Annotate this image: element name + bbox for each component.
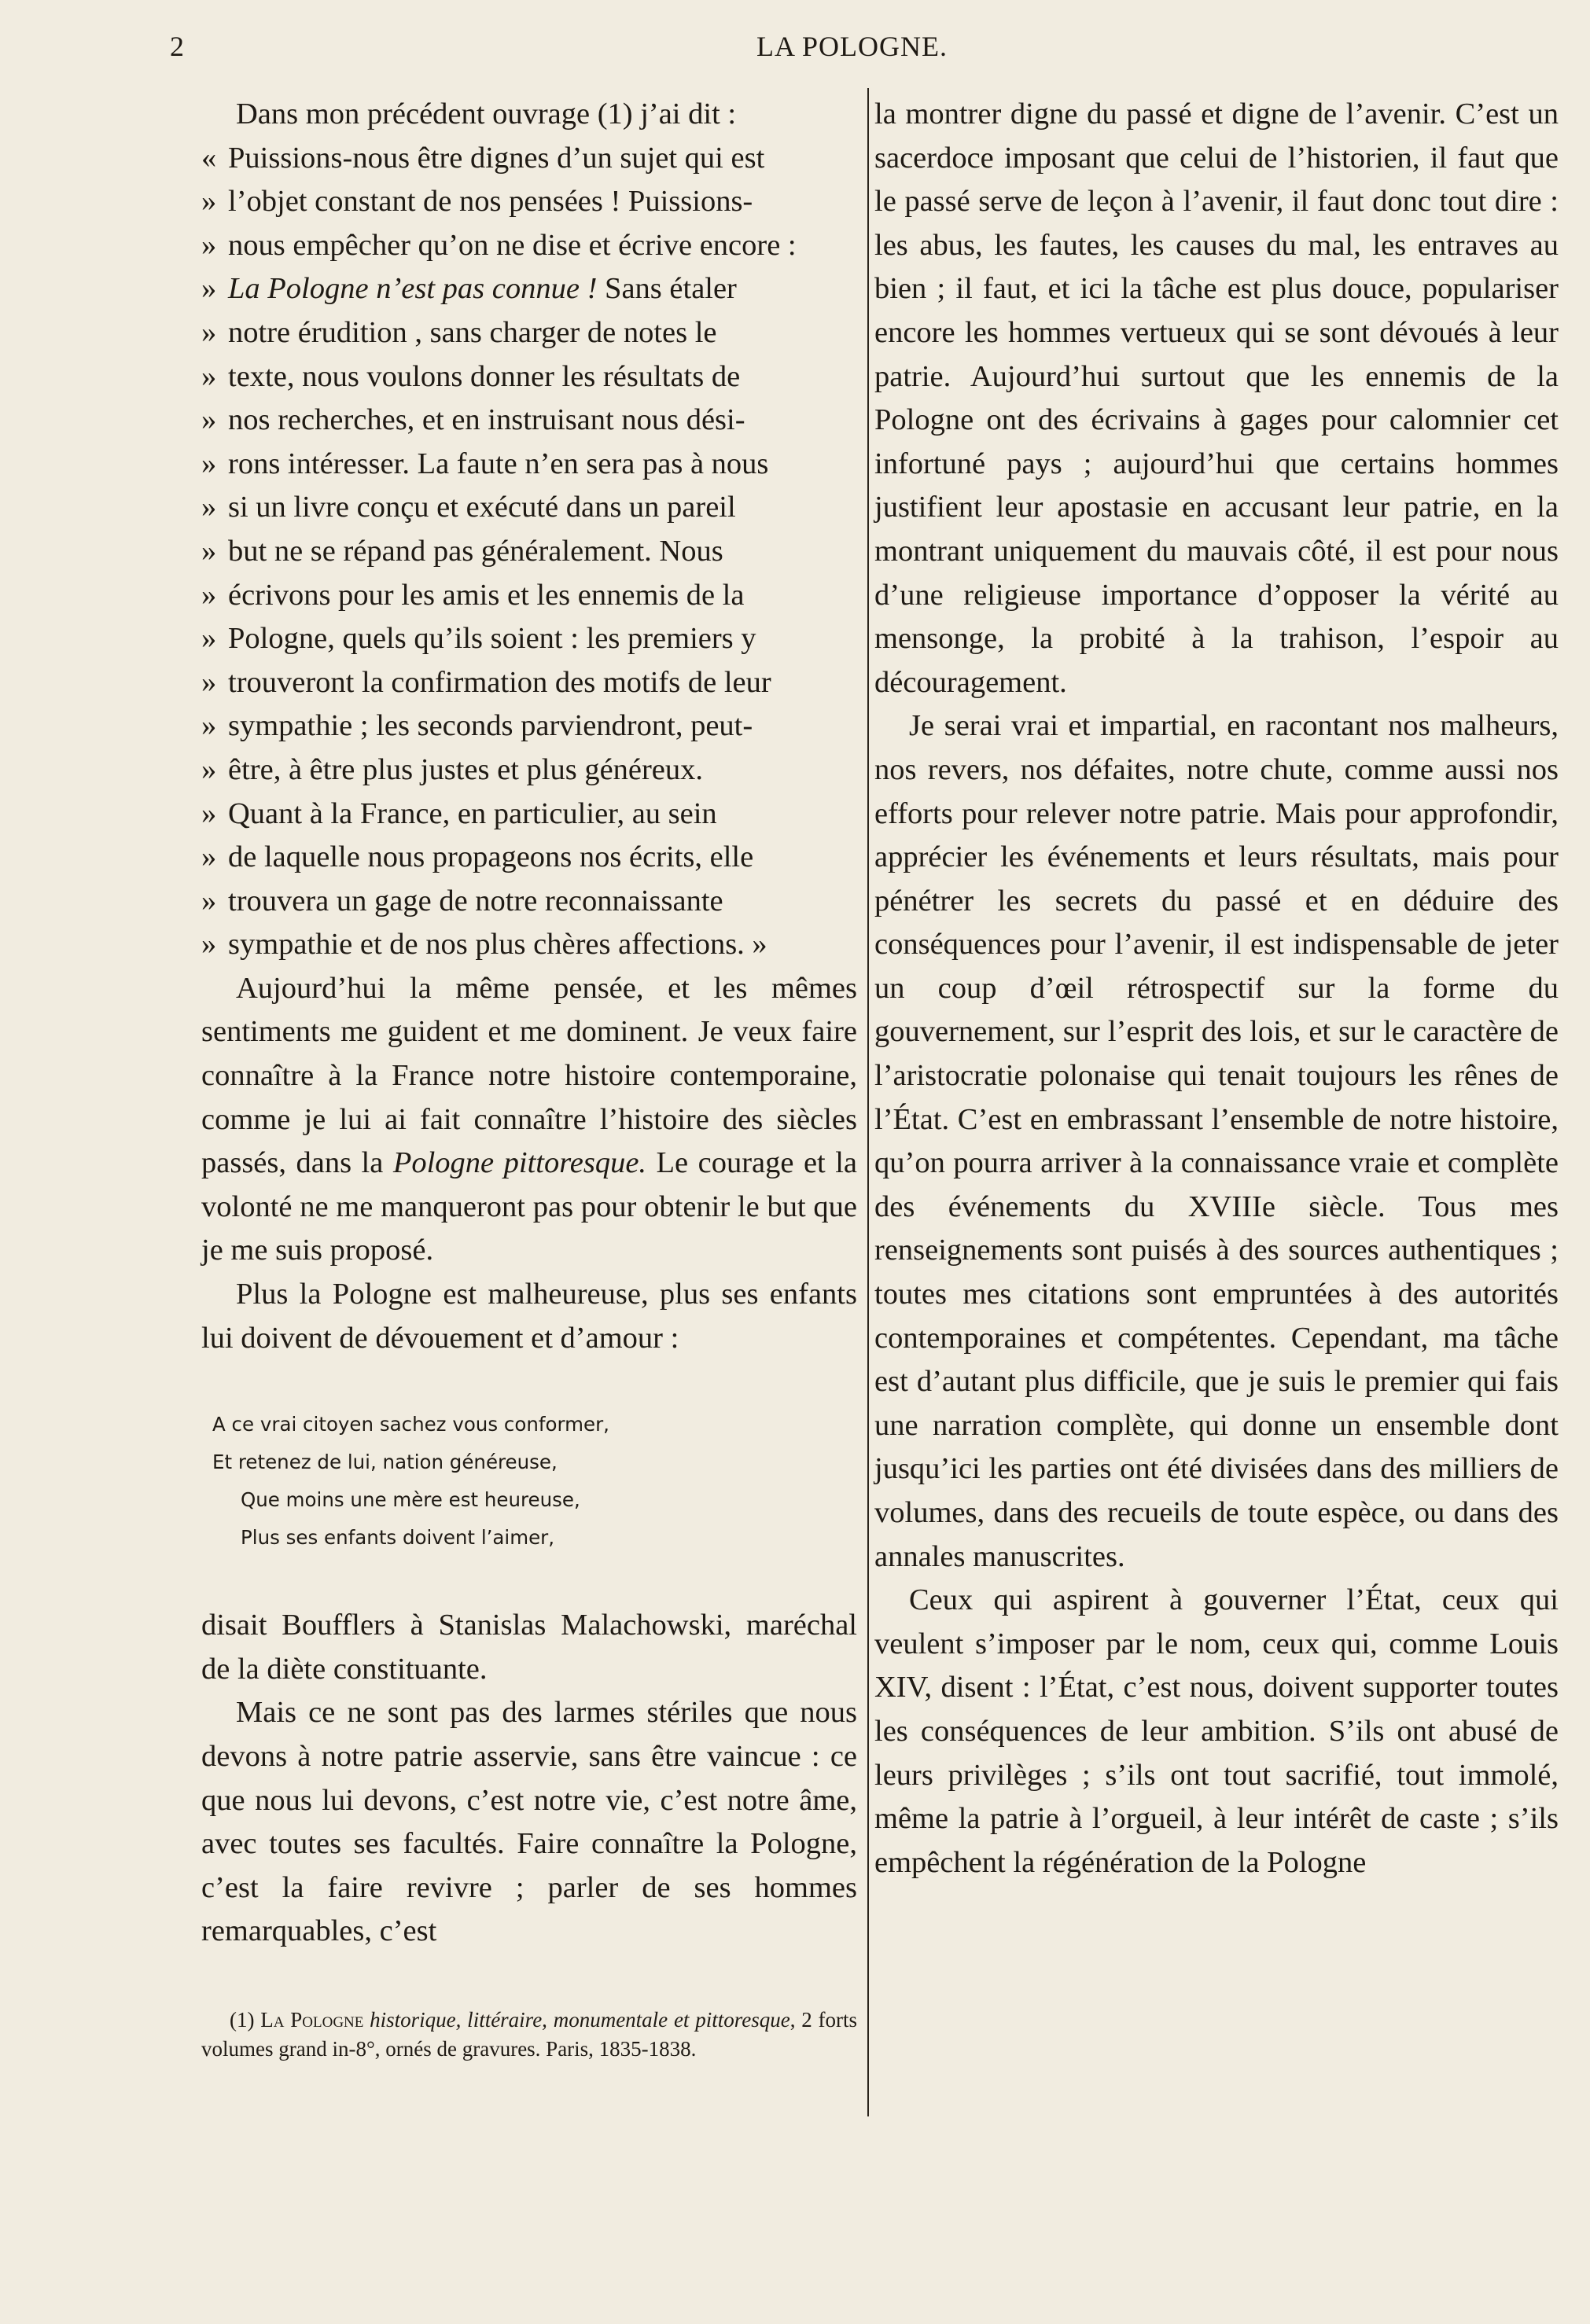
quote-line	[201, 748, 857, 792]
guillemet: »	[201, 709, 217, 743]
guillemet: »	[201, 665, 217, 699]
poem-line: Que moins une mère est heureuse,	[241, 1488, 580, 1512]
guillemet: »	[201, 228, 217, 262]
right-column	[874, 93, 1559, 1885]
paragraph-gouverner: Ceux qui aspirent à gouverner l’État, ceux qui veulent s’imposer par le nom, ceux qui, comme Louis XIV, disent : l’État, c’est nous, doivent supporter toutes les conséquences de leur ambition. S’ils ont abusé de leurs privilèges ; s’ils ont tout sacrifié, tout immolé, même la patrie à l’orgueil, à leur intérêt de caste ; s’ils empêchent la régénération de la Pologne	[874, 1583, 1559, 1879]
text-run: de laquelle nous propageons nos écrits, elle	[228, 840, 754, 874]
paragraph-larmes: Mais ce ne sont pas des larmes stériles que nous devons à notre patrie asservie, sans être vaincue : ce que nous lui devons, c’est notre vie, c’est notre âme, avec toutes ses facultés. Faire connaître la Pologne, c’est la faire revivre ; parler de ses hommes remarquables, c’est	[201, 1696, 857, 1948]
italic-title: Pologne pittoresque.	[392, 1146, 647, 1180]
intro-line: Dans mon précédent ouvrage (1) j’ai dit :	[236, 97, 737, 131]
quote-line	[201, 880, 857, 924]
text-run: Quant à la France, en particulier, au sein	[228, 796, 717, 830]
text-run: nos recherches, et en instruisant nous dési-	[228, 403, 745, 437]
paragraph-intro	[201, 93, 857, 137]
quote-line	[201, 355, 857, 399]
text-run: Aujourd’hui la même pensée, et les mêmes sentiments me guident et me dominent. Je veux faire connaître à la France notre histoire contemporaine, comme je lui ai fait connaître l’histoire des siècles passés, dans la	[201, 971, 857, 1180]
footnote	[201, 2006, 857, 2064]
column-divider	[867, 88, 869, 2116]
text-run: rons intéresser. La faute n’en sera pas à nous	[228, 447, 769, 480]
poem	[212, 1406, 857, 1557]
quote-line	[201, 224, 857, 268]
text-run: trouveront la confirmation des motifs de leur	[228, 665, 771, 699]
paragraph-boufflers: disait Boufflers à Stanislas Malachowski, maréchal de la diète constituante.	[201, 1609, 857, 1686]
footnote-italic: historique, littéraire, monumentale et pittoresque	[370, 2008, 790, 2032]
guillemet: »	[201, 185, 217, 219]
text-run: Sans étaler	[597, 272, 737, 306]
quote-line	[201, 530, 857, 574]
text-run: être, à être plus justes et plus généreux.	[228, 752, 704, 786]
text-run: texte, nous voulons donner les résultats de	[228, 359, 741, 393]
text-run: écrivons pour les amis et les ennemis de la	[228, 578, 745, 612]
text-run: sympathie ; les seconds parviendront, peut-	[228, 709, 753, 743]
italic-phrase: La Pologne n’est pas connue !	[228, 272, 598, 306]
guillemet: »	[201, 491, 217, 524]
guillemet: »	[201, 359, 217, 393]
guillemet: »	[201, 315, 217, 349]
guillemet: »	[201, 447, 217, 480]
footnote-text: , 2 forts volumes grand in-8°, ornés de gravures. Paris, 1835-1838.	[201, 2008, 857, 2061]
text-run: notre érudition , sans charger de notes le	[228, 315, 717, 349]
quote-line	[201, 574, 857, 618]
poem-line: A ce vrai citoyen sachez vous conformer,	[212, 1413, 609, 1436]
guillemet: »	[201, 840, 217, 874]
poem-line: Plus ses enfants doivent l’aimer,	[241, 1526, 555, 1550]
page-number: 2	[170, 31, 184, 62]
quote-line	[201, 180, 857, 224]
text-run: trouvera un gage de notre reconnaissante	[228, 884, 723, 917]
running-title: LA POLOGNE.	[756, 31, 948, 62]
text-run: but ne se répand pas généralement. Nous	[228, 534, 723, 568]
guillemet: »	[201, 622, 217, 656]
quote-line	[201, 443, 857, 487]
guillemet: »	[201, 752, 217, 786]
paragraph-plus-la-pologne: Plus la Pologne est malheureuse, plus ses enfants lui doivent de dévouement et d’amour :	[201, 1278, 857, 1355]
quote-line	[201, 923, 857, 967]
footnote-title: La Pologne	[260, 2008, 364, 2032]
text-run: Puissions-nous être dignes d’un sujet qui est	[228, 141, 765, 175]
text-run: nous empêcher qu’on ne dise et écrive encore :	[228, 228, 797, 262]
poem-line: Et retenez de lui, nation généreuse,	[212, 1451, 558, 1474]
quote-line	[201, 137, 857, 181]
quote-line	[201, 661, 857, 705]
guillemet: »	[201, 534, 217, 568]
quote-line	[201, 399, 857, 443]
quote-line	[201, 704, 857, 748]
quote-line	[201, 486, 857, 530]
paragraph-continued: la montrer digne du passé et digne de l’avenir. C’est un sacerdoce imposant que celui de l’historien, il faut que le passé serve de leçon à l’avenir, il faut donc tout dire : les abus, les fautes, les causes du mal, les entraves au bien ; il faut, et ici la tâche est plus douce, populariser encore les hommes vertueux qui se sont dévoués à leur patrie. Aujourd’hui surtout que les ennemis de la Pologne ont des écrivains à gages pour calomnier cet infortuné pays ; aujourd’hui que certains hommes justifient leur apostasie en accusant leur patrie, en la montrant uniquement du mauvais côté, il est pour nous d’une religieuse importance d’opposer la vérité au mensonge, la probité à la trahison, l’espoir au découragement.	[874, 97, 1559, 699]
quotation	[201, 137, 857, 967]
guillemet: »	[201, 928, 217, 962]
guillemet: »	[201, 578, 217, 612]
left-column	[201, 93, 857, 1954]
quote-line	[201, 792, 857, 837]
quote-line	[201, 311, 857, 355]
paragraph-impartial: Je serai vrai et impartial, en racontant nos malheurs, nos revers, nos défaites, notre chute, comme aussi nos efforts pour relever notre patrie. Mais pour approfondir, apprécier les événements et leurs résultats, mais pour pénétrer les secrets du passé et en déduire des conséquences pour l’avenir, il est indispensable de jeter un coup d’œil rétrospectif sur la forme du gouvernement, sur l’esprit des lois, et sur le caractère de l’aristocratie polonaise qui tenait toujours les rênes de l’État. C’est en embrassant l’ensemble de notre histoire, qu’on pourra arriver à la connaissance vraie et complète des événements du XVIIIe siècle. Tous mes renseignements sont puisés à des sources authentiques ; toutes mes citations sont empruntées à des autorités contemporaines et compétentes. Cependant, ma tâche est d’autant plus difficile, que je suis le premier qui fais une narration complète, qui donne un ensemble dont jusqu’ici les parties ont été divisées dans des milliers de volumes, dans des recueils de toute espèce, ou dans des annales manuscrites.	[874, 709, 1559, 1573]
text-run: sympathie et de nos plus chères affections. »	[228, 928, 767, 962]
text-run: si un livre conçu et exécuté dans un pareil	[228, 491, 736, 524]
paragraph-aujourdhui	[201, 967, 857, 1273]
guillemet: »	[201, 272, 217, 306]
guillemet: »	[201, 796, 217, 830]
text-run: Pologne, quels qu’ils soient : les premiers y	[228, 622, 756, 656]
guillemet: «	[201, 141, 217, 175]
quote-line	[201, 267, 857, 311]
quote-line	[201, 617, 857, 661]
guillemet: »	[201, 884, 217, 917]
text-run: Le courage et la volonté ne me manqueront pas pour obtenir le but que je me suis proposé.	[201, 1146, 858, 1267]
footnote-marker: (1)	[230, 2008, 255, 2032]
guillemet: »	[201, 403, 217, 437]
text-run: l’objet constant de nos pensées ! Puissions-	[228, 185, 753, 219]
quote-line	[201, 836, 857, 880]
